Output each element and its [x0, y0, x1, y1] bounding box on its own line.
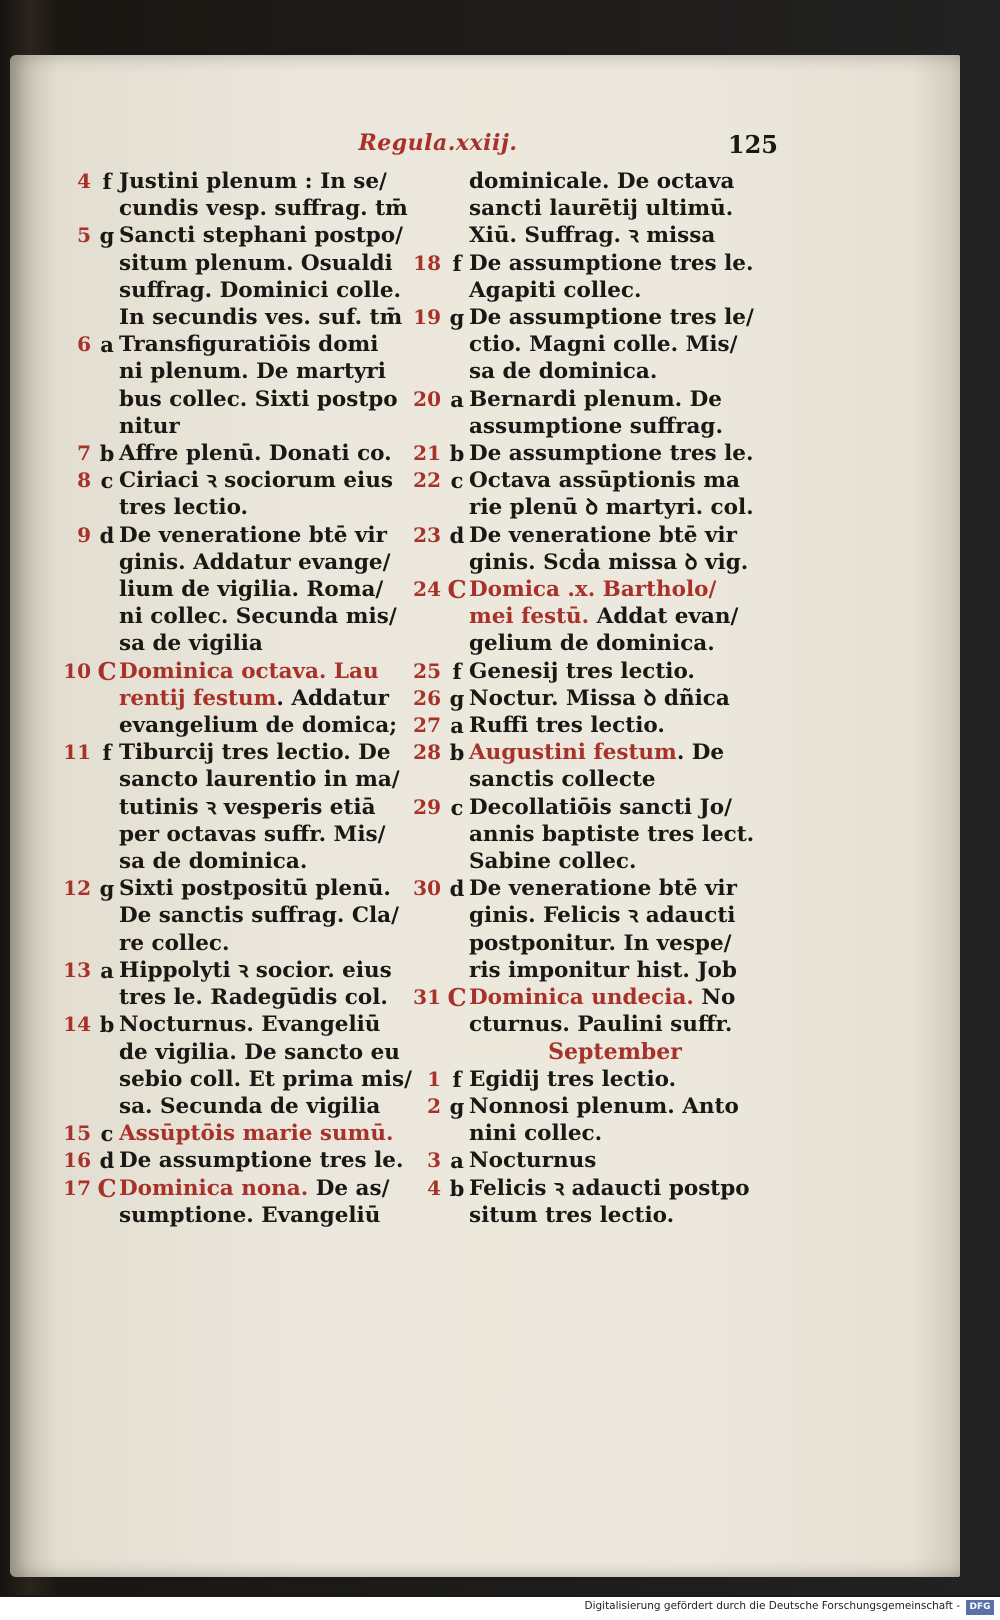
- month-heading: September: [548, 1038, 682, 1065]
- text-segment: sa de dominica.: [469, 359, 658, 385]
- text-line: [119, 222, 403, 249]
- text-line: [119, 1066, 412, 1093]
- entry-text: [119, 331, 400, 440]
- text-segment: sumptione. Evangeliū: [119, 1202, 381, 1228]
- entry-text: [119, 1120, 400, 1147]
- text-segment: Felicis ꝛ adaucti postpo: [469, 1175, 750, 1201]
- text-segment: gelium de dominica.: [469, 631, 715, 657]
- text-line: [469, 331, 785, 358]
- entry-text: [469, 712, 785, 739]
- text-line: [469, 957, 785, 984]
- dominical-letter: f: [102, 169, 112, 194]
- text-line: [119, 875, 400, 902]
- calendar-column-left: [55, 168, 412, 1229]
- text-line: [469, 930, 785, 957]
- text-line: [119, 494, 400, 521]
- day-number: 28: [413, 740, 441, 765]
- text-line: [119, 739, 400, 766]
- text-line: [119, 1011, 400, 1038]
- day-number: 2: [427, 1093, 441, 1118]
- text-segment: sa de vigilia: [119, 631, 263, 657]
- running-header-title: Regula.xxiij.: [358, 130, 518, 156]
- footer-bar: [0, 1597, 1000, 1620]
- calendar-entry: [55, 1175, 400, 1229]
- text-line: [119, 1039, 400, 1066]
- dominical-letter: b: [449, 1175, 465, 1201]
- text-line: [119, 685, 400, 712]
- calendar-entry: [55, 522, 400, 658]
- rubric-text: Dominica undecia.: [469, 985, 694, 1011]
- day-number: 4: [427, 1175, 441, 1200]
- entry-text: [469, 658, 785, 685]
- text-segment: Ciriaci ꝛ sociorum eius: [119, 468, 393, 494]
- text-segment: sancti laurētij ultimū.: [469, 196, 734, 222]
- text-line: [469, 1202, 785, 1229]
- text-segment: Sixti postpositū plenū.: [119, 876, 391, 902]
- text-segment: rie plenū ꝺ martyri. col.: [469, 495, 754, 521]
- text-segment: de vigilia. De sancto eu: [119, 1039, 400, 1065]
- text-line: [119, 930, 400, 957]
- text-line: [469, 386, 785, 413]
- text-segment: cundis vesp. suffrag. tm̄: [119, 196, 408, 222]
- text-line: [119, 386, 400, 413]
- calendar-entry: [55, 957, 400, 1011]
- entry-text: [119, 957, 400, 1011]
- calendar-entry: [405, 386, 785, 440]
- dominical-letter: g: [99, 876, 115, 902]
- entry-text: [469, 794, 785, 876]
- entry-text: [469, 1147, 785, 1174]
- text-line: [119, 277, 400, 304]
- text-line: [469, 766, 785, 793]
- page-number: 125: [727, 130, 778, 159]
- calendar-entry: [55, 875, 400, 957]
- text-line: [119, 603, 400, 630]
- calendar-entry: [405, 440, 785, 467]
- text-segment: Bernardi plenum. De: [469, 386, 722, 412]
- calendar-entry: [405, 984, 785, 1038]
- text-segment: annis baptiste tres lect.: [469, 821, 755, 847]
- dominical-letter: f: [452, 658, 462, 684]
- day-number: 31: [413, 985, 441, 1010]
- text-line: [469, 1093, 785, 1120]
- text-segment: sebio coll. Et prima mis/: [119, 1066, 412, 1092]
- entry-text: [119, 222, 403, 331]
- text-line: [119, 630, 400, 657]
- text-segment: lium de vigilia. Roma/: [119, 577, 384, 603]
- text-line: [469, 630, 785, 657]
- text-line: [469, 549, 785, 576]
- day-number: 6: [77, 332, 91, 357]
- entry-text: [119, 739, 400, 875]
- text-line: [469, 576, 785, 603]
- entry-text: [469, 168, 785, 250]
- entry-text: [469, 467, 785, 521]
- text-segment: Sabine collec.: [469, 849, 637, 875]
- calendar-entry: [55, 1147, 404, 1174]
- calendar-entry: [405, 522, 785, 576]
- text-line: [119, 1093, 400, 1120]
- entry-text: [119, 440, 400, 467]
- text-segment: De veneratione btē vir: [469, 876, 737, 902]
- text-segment: Egidij tres lectio.: [469, 1066, 677, 1092]
- dominical-letter: c: [100, 468, 114, 494]
- entry-text: [119, 467, 400, 521]
- day-number: 29: [413, 794, 441, 819]
- dominical-letter: c: [450, 468, 464, 494]
- entry-text: [469, 1093, 785, 1147]
- text-segment: ginis. Addatur evange/: [119, 549, 391, 575]
- dominical-letter: d: [99, 522, 115, 548]
- calendar-entry: [55, 467, 400, 521]
- text-line: [469, 1011, 785, 1038]
- text-segment: Xiū. Suffrag. ꝛ missa: [469, 223, 716, 249]
- text-segment: tutinis ꝛ vesperis etiā: [119, 794, 376, 820]
- day-number: 13: [63, 957, 91, 982]
- entry-text: [469, 1066, 785, 1093]
- text-line: [469, 712, 785, 739]
- text-segment: Nocturnus. Evangeliū: [119, 1012, 381, 1038]
- text-segment: De veneratione btē vir: [119, 522, 387, 548]
- text-line: [469, 440, 785, 467]
- text-segment: tres le. Radegūdis col.: [119, 985, 388, 1011]
- day-number: 7: [77, 441, 91, 466]
- entry-text: [469, 576, 785, 658]
- text-line: [119, 331, 400, 358]
- dominical-letter: C: [97, 656, 117, 686]
- text-segment: per octavas suffr. Mis/: [119, 821, 386, 847]
- day-number: 24: [413, 577, 441, 602]
- entry-text: [469, 875, 785, 984]
- dominical-letter: f: [452, 1066, 462, 1092]
- calendar-entry: [55, 222, 403, 331]
- text-segment: Octava assūptionis ma: [469, 468, 740, 494]
- text-segment: ginis. Felicis ꝛ adaucti: [469, 903, 736, 929]
- dominical-letter: c: [100, 1121, 114, 1147]
- dominical-letter: g: [449, 1093, 465, 1119]
- text-line: [469, 522, 785, 549]
- text-segment: assumptione suffrag.: [469, 413, 723, 439]
- text-line: [119, 902, 400, 929]
- text-segment: De assumptione tres le.: [469, 250, 754, 276]
- calendar-entry: [55, 739, 400, 875]
- text-segment: re collec.: [119, 930, 230, 956]
- dominical-letter: f: [102, 740, 112, 766]
- rubric-text: rentij festum: [119, 685, 277, 711]
- text-line: [469, 658, 785, 685]
- text-segment: situm tres lectio.: [469, 1202, 675, 1228]
- day-number: 18: [413, 250, 441, 275]
- text-segment: bus collec. Sixti postpo: [119, 386, 398, 412]
- entry-text: [469, 386, 785, 440]
- text-line: [119, 576, 400, 603]
- text-line: [469, 494, 785, 521]
- text-segment: Nocturnus: [469, 1148, 597, 1174]
- text-line: [119, 1147, 404, 1174]
- day-number: 5: [77, 223, 91, 248]
- text-line: [469, 603, 785, 630]
- text-segment: ni collec. Secunda mis/: [119, 604, 397, 630]
- text-line: [469, 848, 785, 875]
- entry-text: [119, 875, 400, 957]
- entry-text: [469, 250, 785, 304]
- text-line: [469, 304, 785, 331]
- dominical-letter: d: [449, 522, 465, 548]
- entry-text: [119, 522, 400, 658]
- text-line: [469, 195, 785, 222]
- rubric-text: Domica .x. Bartholo/: [469, 577, 717, 603]
- day-number: 1: [427, 1066, 441, 1091]
- entry-text: [119, 658, 400, 740]
- text-line: [469, 358, 785, 385]
- entry-text: [469, 1175, 785, 1229]
- text-line: [119, 250, 400, 277]
- text-line: [469, 1147, 785, 1174]
- text-segment: ginis. Scḋa missa ꝺ vig.: [469, 549, 749, 575]
- text-line: [469, 277, 785, 304]
- text-segment: . De: [676, 740, 725, 766]
- calendar-entry: [405, 1147, 785, 1174]
- day-number: 26: [413, 685, 441, 710]
- text-segment: Hippolyti ꝛ socior. eius: [119, 957, 392, 983]
- day-number: 15: [63, 1121, 91, 1146]
- text-segment: De assumptione tres le.: [469, 441, 754, 467]
- dominical-letter: d: [99, 1148, 115, 1174]
- text-segment: No: [693, 985, 736, 1011]
- text-segment: Nonnosi plenum. Anto: [469, 1093, 739, 1119]
- day-number: 27: [413, 713, 441, 738]
- text-line: [469, 984, 785, 1011]
- text-line: [469, 739, 785, 766]
- entry-text: [469, 522, 785, 576]
- day-number: 20: [413, 386, 441, 411]
- calendar-entry: [55, 168, 408, 222]
- dominical-letter: g: [449, 305, 465, 331]
- day-number: 16: [63, 1148, 91, 1173]
- dominical-letter: C: [97, 1173, 117, 1203]
- entry-text: [119, 1147, 404, 1174]
- text-segment: ris imponitur hist. Job: [469, 957, 737, 983]
- dominical-letter: b: [449, 740, 465, 766]
- text-line: [469, 1175, 785, 1202]
- text-segment: Ruffi tres lectio.: [469, 713, 665, 739]
- rubric-text: Dominica nona.: [119, 1175, 309, 1201]
- calendar-entry: [55, 658, 400, 740]
- calendar-entry: [55, 331, 400, 440]
- text-line: [119, 195, 408, 222]
- dominical-letter: b: [99, 441, 115, 467]
- text-line: [119, 168, 400, 195]
- dominical-letter: a: [450, 386, 464, 412]
- day-number: 4: [77, 169, 91, 193]
- text-segment: . Addatur: [276, 685, 389, 711]
- text-segment: evangelium de domica;: [119, 713, 398, 739]
- day-number: 30: [413, 876, 441, 901]
- text-line: [119, 957, 400, 984]
- calendar-entry: [405, 712, 785, 739]
- text-segment: Agapiti collec.: [469, 277, 642, 303]
- calendar-entry: [405, 576, 785, 658]
- text-segment: Justini plenum : In se/: [119, 169, 387, 194]
- calendar-entry: [405, 250, 785, 304]
- text-line: [119, 821, 400, 848]
- day-number: 21: [413, 441, 441, 466]
- day-number: 14: [63, 1012, 91, 1037]
- text-line: [119, 1202, 400, 1229]
- text-line: [469, 1120, 785, 1147]
- dominical-letter: a: [100, 957, 114, 983]
- text-segment: nitur: [119, 413, 180, 439]
- text-segment: situm plenum. Osualdi: [119, 250, 393, 276]
- text-line: [119, 304, 403, 331]
- day-number: 10: [63, 658, 91, 683]
- calendar-entry: [405, 658, 785, 685]
- dominical-letter: d: [449, 876, 465, 902]
- text-line: [469, 413, 785, 440]
- text-line: [469, 467, 785, 494]
- rubric-text: Augustini festum: [469, 740, 677, 766]
- calendar-entry: [405, 168, 785, 250]
- calendar-entry: [55, 440, 400, 467]
- text-segment: postponitur. In vespe/: [469, 930, 732, 956]
- calendar-entry: [405, 1093, 785, 1147]
- text-line: [469, 794, 785, 821]
- text-segment: In secundis ves. suf. tm̄: [119, 305, 403, 331]
- day-number: 22: [413, 468, 441, 493]
- text-segment: suffrag. Dominici colle.: [119, 277, 402, 303]
- text-line: [119, 1175, 400, 1202]
- text-line: [119, 712, 400, 739]
- text-segment: De assumptione tres le/: [469, 305, 754, 331]
- day-number: 8: [77, 468, 91, 493]
- day-number: 3: [427, 1148, 441, 1173]
- text-line: [119, 1120, 400, 1147]
- text-line: [119, 440, 400, 467]
- dominical-letter: b: [449, 441, 465, 467]
- dominical-letter: g: [99, 223, 115, 249]
- text-line: [469, 168, 785, 195]
- text-line: [119, 549, 400, 576]
- day-number: 12: [63, 876, 91, 901]
- text-segment: De veneratione btē vir: [469, 522, 737, 548]
- entry-text: [119, 1011, 412, 1120]
- text-segment: Decollatiōis sancti Jo/: [469, 794, 732, 820]
- dominical-letter: a: [450, 1148, 464, 1174]
- text-line: [469, 875, 785, 902]
- text-segment: dominicale. De octava: [469, 169, 735, 194]
- text-segment: Genesij tres lectio.: [469, 658, 695, 684]
- text-line: [119, 766, 400, 793]
- text-segment: Tiburcij tres lectio. De: [119, 740, 391, 766]
- footer-funding-text: Digitalisierung gefördert durch die Deutsche Forschungsgemeinschaft -: [584, 1600, 960, 1612]
- text-segment: Affre plenū. Donati co.: [119, 441, 392, 467]
- day-number: 25: [413, 658, 441, 683]
- dominical-letter: a: [450, 713, 464, 739]
- text-line: [119, 794, 400, 821]
- dominical-letter: f: [452, 250, 462, 276]
- day-number: 9: [77, 522, 91, 547]
- entry-text: [469, 304, 785, 386]
- dominical-letter: b: [99, 1012, 115, 1038]
- dominical-letter: g: [449, 685, 465, 711]
- calendar-column-right: [405, 168, 785, 1229]
- text-segment: ctio. Magni colle. Mis/: [469, 332, 738, 358]
- rubric-text: mei festū.: [469, 604, 590, 630]
- text-segment: De as/: [308, 1175, 390, 1201]
- text-line: [119, 358, 400, 385]
- calendar-entry: [405, 739, 785, 793]
- calendar-entry: [405, 1066, 785, 1093]
- text-line: [469, 902, 785, 929]
- text-line: [119, 658, 400, 685]
- rubric-text: Dominica octava. Lau: [119, 658, 379, 684]
- text-line: [469, 250, 785, 277]
- text-line: [119, 467, 400, 494]
- text-line: [119, 848, 400, 875]
- dominical-letter: c: [450, 794, 464, 820]
- text-segment: De sanctis suffrag. Cla/: [119, 903, 399, 929]
- entry-text: [469, 685, 785, 712]
- text-line: [119, 522, 400, 549]
- text-segment: sa. Secunda de vigilia: [119, 1093, 381, 1119]
- text-segment: tres lectio.: [119, 495, 249, 521]
- dominical-letter: C: [447, 575, 467, 605]
- dominical-letter: C: [447, 983, 467, 1013]
- calendar-entry: [55, 1011, 412, 1120]
- dominical-letter: a: [100, 332, 114, 358]
- calendar-entry: [55, 1120, 400, 1147]
- entry-text: [119, 1175, 400, 1229]
- text-line: [119, 413, 400, 440]
- calendar-entry: [405, 875, 785, 984]
- text-segment: Addat evan/: [589, 604, 739, 630]
- entry-text: [469, 984, 785, 1038]
- text-segment: sanctis collecte: [469, 767, 656, 793]
- text-segment: cturnus. Paulini suffr.: [469, 1012, 733, 1038]
- calendar-entry: [405, 794, 785, 876]
- day-number: 17: [63, 1175, 91, 1200]
- entry-text: [469, 440, 785, 467]
- day-number: 23: [413, 522, 441, 547]
- text-line: [469, 222, 785, 249]
- text-segment: sancto laurentio in ma/: [119, 767, 400, 793]
- text-segment: Noctur. Missa ꝺ dñica: [469, 685, 730, 711]
- entry-text: [469, 739, 785, 793]
- text-line: [469, 821, 785, 848]
- text-segment: ni plenum. De martyri: [119, 359, 386, 385]
- day-number: 11: [63, 740, 91, 765]
- calendar-entry: [405, 1175, 785, 1229]
- text-segment: Sancti stephani postpo/: [119, 223, 403, 249]
- text-line: [119, 984, 400, 1011]
- text-segment: Transfiguratiōis domi: [119, 332, 379, 358]
- calendar-entry: [405, 467, 785, 521]
- calendar-entry: [405, 685, 785, 712]
- rubric-text: Assūptōis marie sumū.: [119, 1121, 394, 1147]
- text-segment: sa de dominica.: [119, 849, 308, 875]
- text-segment: De assumptione tres le.: [119, 1148, 404, 1174]
- calendar-entry: [405, 304, 785, 386]
- text-segment: nini collec.: [469, 1121, 603, 1147]
- text-line: [469, 685, 785, 712]
- entry-text: [119, 168, 408, 222]
- day-number: 19: [413, 305, 441, 330]
- dfg-logo: DFG: [966, 1600, 994, 1615]
- text-line: [469, 1066, 785, 1093]
